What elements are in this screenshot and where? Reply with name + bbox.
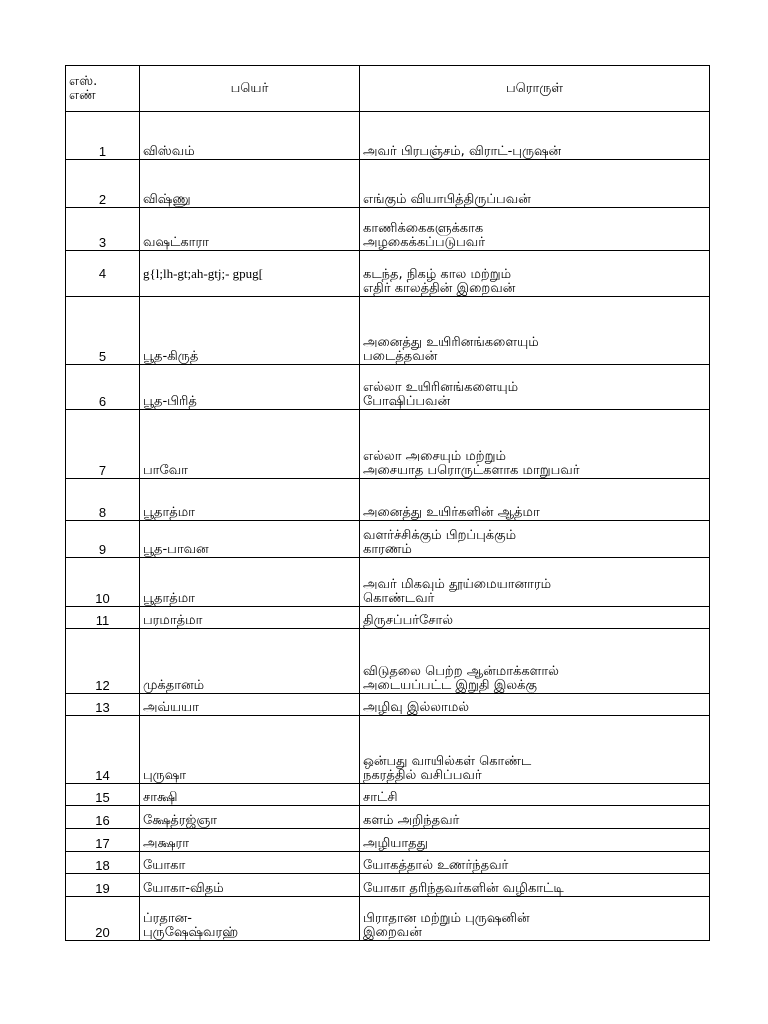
row-meaning: வளர்ச்சிக்கும் பிறப்புக்கும் காரணம் [360, 521, 710, 558]
table-row [66, 607, 710, 629]
row-number: 10 [66, 558, 140, 607]
row-number: 13 [66, 694, 140, 716]
row-meaning: அனைத்து உயிரினங்களையும் படைத்தவன் [360, 297, 710, 365]
row-meaning: அனைத்து உயிர்களின் ஆத்மா [360, 479, 710, 521]
table-row [66, 829, 710, 852]
table-row [66, 694, 710, 716]
row-name: முக்தானம் [140, 629, 360, 694]
table-row [66, 251, 710, 297]
row-name: பாவோ [140, 410, 360, 479]
row-name: அக்ஷரா [140, 829, 360, 852]
row-name: ப்ரதான- புருஷேஷ்வரஹ் [140, 897, 360, 941]
row-number: 14 [66, 716, 140, 784]
row-meaning: யோகத்தால் உணர்ந்தவர் [360, 852, 710, 874]
table-row [66, 479, 710, 521]
row-name: விஸ்வம் [140, 112, 360, 160]
table-row [66, 629, 710, 694]
table-row [66, 160, 710, 208]
header-name: பயெர் [140, 66, 360, 112]
table-row [66, 410, 710, 479]
row-number: 8 [66, 479, 140, 521]
row-meaning: எல்லா அசையும் மற்றும் அசையாத பரொருட்களாக மாறுபவர் [360, 410, 710, 479]
table-row [66, 521, 710, 558]
row-number: 12 [66, 629, 140, 694]
row-number: 9 [66, 521, 140, 558]
row-meaning: பிராதான மற்றும் புருஷனின் இறைவன் [360, 897, 710, 941]
row-meaning: எல்லா உயிரினங்களையும் போஷிப்பவன் [360, 365, 710, 410]
row-number: 4 [66, 251, 140, 297]
row-name: விஷ்ணு [140, 160, 360, 208]
row-name: பரமாத்மா [140, 607, 360, 629]
row-name: யோகா-விதம் [140, 874, 360, 897]
row-meaning: அழியாதது [360, 829, 710, 852]
header-number: எஸ். எண் [66, 66, 140, 112]
row-number: 16 [66, 806, 140, 829]
table-row [66, 716, 710, 784]
row-meaning: யோகா தரிந்தவர்களின் வழிகாட்டி [360, 874, 710, 897]
row-meaning: அழிவு இல்லாமல் [360, 694, 710, 716]
table-row [66, 897, 710, 941]
table-row [66, 297, 710, 365]
row-meaning: கடந்த, நிகழ் கால மற்றும் எதிர் காலத்தின் இறைவன் [360, 251, 710, 297]
table-row [66, 806, 710, 829]
row-number: 15 [66, 784, 140, 806]
row-name: யோகா [140, 852, 360, 874]
row-name: g{l;lh-gt;ah-gtj;- gpug[ [140, 251, 360, 297]
row-name: பூத-கிருத் [140, 297, 360, 365]
row-name: சாக்ஷி [140, 784, 360, 806]
row-name: அவ்யயா [140, 694, 360, 716]
row-meaning: எங்கும் வியாபித்திருப்பவன் [360, 160, 710, 208]
row-number: 3 [66, 208, 140, 251]
table-row [66, 874, 710, 897]
row-number: 6 [66, 365, 140, 410]
header-row [66, 66, 710, 112]
row-name: பூதாத்மா [140, 479, 360, 521]
row-meaning: ஒன்பது வாயில்கள் கொண்ட நகரத்தில் வசிப்பவர் [360, 716, 710, 784]
row-number: 18 [66, 852, 140, 874]
names-table [65, 65, 710, 941]
table-row [66, 558, 710, 607]
row-name: பூத-பிரித் [140, 365, 360, 410]
row-number: 20 [66, 897, 140, 941]
row-number: 2 [66, 160, 140, 208]
row-meaning: விடுதலை பெற்ற ஆன்மாக்களால் அடையப்பட்ட இறுதி இலக்கு [360, 629, 710, 694]
table-row [66, 112, 710, 160]
row-meaning: சாட்சி [360, 784, 710, 806]
row-meaning: காணிக்கைகளுக்காக அழகைக்கப்படுபவர் [360, 208, 710, 251]
row-meaning: அவர் மிகவும் தூய்மையானாரம் கொண்டவர் [360, 558, 710, 607]
row-name: புருஷா [140, 716, 360, 784]
row-name: வஷட்காரா [140, 208, 360, 251]
table-row [66, 852, 710, 874]
row-number: 5 [66, 297, 140, 365]
row-meaning: திருசப்பர்சோல் [360, 607, 710, 629]
table-row [66, 365, 710, 410]
row-meaning: களம் அறிந்தவர் [360, 806, 710, 829]
row-number: 17 [66, 829, 140, 852]
row-number: 19 [66, 874, 140, 897]
row-name: பூத-பாவன [140, 521, 360, 558]
table-row [66, 208, 710, 251]
row-name: க்ஷேத்ரஜ்ஞா [140, 806, 360, 829]
table-row [66, 784, 710, 806]
row-number: 11 [66, 607, 140, 629]
row-number: 1 [66, 112, 140, 160]
row-number: 7 [66, 410, 140, 479]
row-meaning: அவர் பிரபஞ்சம், விராட்-புருஷன் [360, 112, 710, 160]
row-name: பூதாத்மா [140, 558, 360, 607]
header-meaning: பரொருள் [360, 66, 710, 112]
